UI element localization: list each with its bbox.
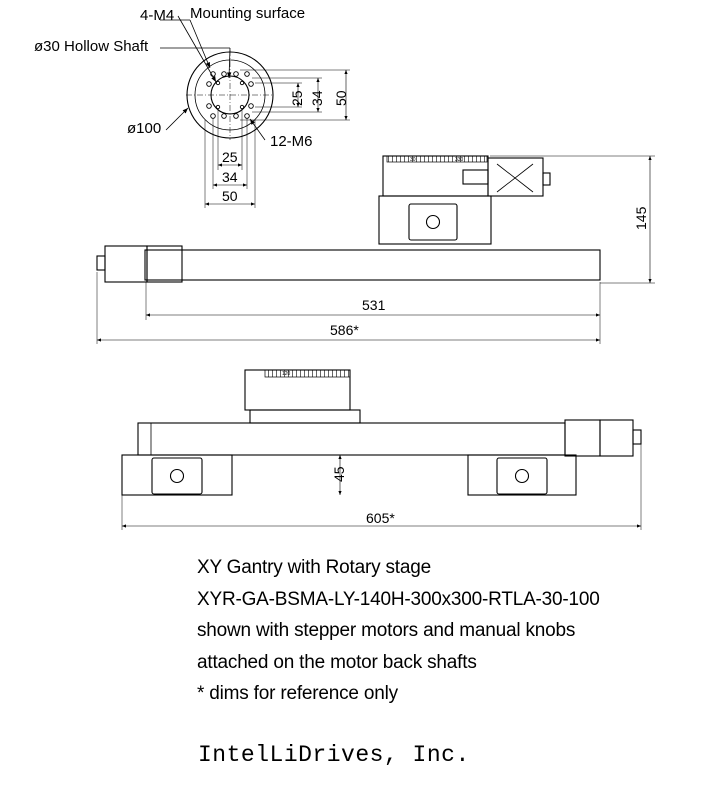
dim-height-145: 145 [633,206,649,230]
side-scale-left: 30 [410,157,416,163]
rotary-motor [488,158,543,196]
caption-dims-note: * dims for reference only [197,683,398,704]
side-motor-left [105,246,147,282]
front-motor [565,420,600,456]
dim-h25: 25 [222,149,238,165]
company-name: IntelLiDrives, Inc. [198,742,470,768]
dim-v25: 25 [289,90,305,106]
front-stage-base [250,410,360,423]
front-foot-left [122,455,232,495]
dim-h34: 34 [222,169,238,185]
caption-part-number: XYR-GA-BSMA-LY-140H-300x300-RTLA-30-100 [197,588,600,610]
label-diameter-100: ø100 [127,120,162,137]
label-12-m6: 12-M6 [270,133,313,150]
caption-title: XY Gantry with Rotary stage [197,557,431,578]
label-mounting-surface: Mounting surface [190,5,306,22]
dim-h50: 50 [222,188,238,204]
dim-v50: 50 [333,90,349,106]
front-scale-left: 120 [282,371,291,377]
label-4-m4: 4-M4 [140,7,175,24]
dim-height-45: 45 [331,466,347,482]
dim-v34: 34 [309,90,325,106]
label-hollow-shaft: ø30 Hollow Shaft [34,38,149,55]
gantry-front-view [122,370,641,530]
caption-motors-note: shown with stepper motors and manual knobs [197,620,576,641]
rotary-stage-top-view [160,16,350,208]
front-rail [138,423,565,455]
drawing-caption [197,552,600,710]
x-axis-rail [145,250,600,280]
dim-length-605: 605* [366,510,395,526]
y-carriage [379,196,491,244]
caption-knobs-note: attached on the motor back shafts [197,651,477,673]
dim-length-531: 531 [362,297,386,313]
front-foot-right [468,455,576,495]
dim-length-586: 586* [330,322,359,338]
side-scale-right: 330 [455,157,464,163]
gantry-side-view [97,156,655,344]
